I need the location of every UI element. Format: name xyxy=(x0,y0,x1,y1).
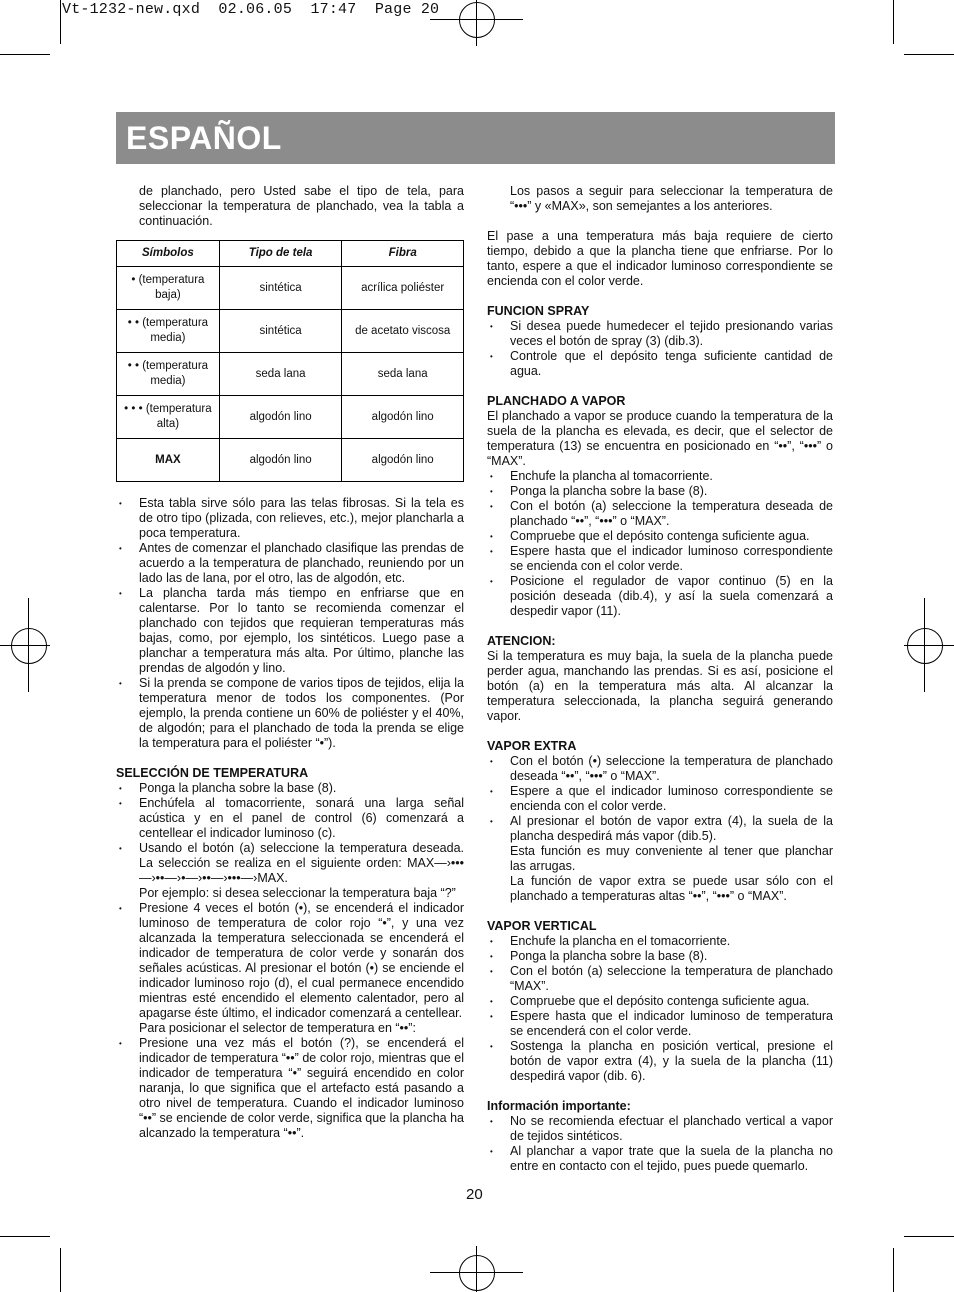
table-cell: acrílica poliéster xyxy=(342,267,464,310)
table-cell: • • • (temperatura alta) xyxy=(117,396,220,439)
list-item: • Con el botón (a) seleccione la temperatura de planchado “MAX”. xyxy=(487,964,833,994)
list-item-text: Al presionar el botón de vapor extra (4), la suela de la plancha despedirá más vapor (dib.5). xyxy=(510,814,833,843)
table-cell: algodón lino xyxy=(219,439,342,482)
table-header: Símbolos xyxy=(117,241,220,267)
list-item: • Espere a que el indicador luminoso correspondiente se encienda con el color verde. xyxy=(487,784,833,814)
banner-title: ESPAÑOL xyxy=(126,120,282,156)
paragraph: El planchado a vapor se produce cuando la temperatura de la suela de la plancha es elevada, es decir, que el selector de temperatura (13) se encuentra en posicionado en “••”, “•••” o “MAX”. xyxy=(487,409,833,468)
list-item: • Compruebe que el depósito contenga suficiente agua. xyxy=(487,994,833,1009)
registration-mark xyxy=(904,645,954,646)
table-header: Tipo de tela xyxy=(219,241,342,267)
section-heading: VAPOR EXTRA xyxy=(487,739,577,753)
list-item: • Sostenga la plancha en posición vertical, presione el botón de vapor extra (4), y la suela de la plancha (11) despedirá vapor (dib. 6). xyxy=(487,1039,833,1084)
list-item-text: Usando el botón (a) seleccione la temperatura deseada. La selección se realiza en el siguiente orden: MAX—›•••—›••—›•—›••—›•••—›MAX. xyxy=(139,841,464,885)
list-item: • Espere hasta que el indicador luminoso correspondiente se encienda con el color verde. xyxy=(487,544,833,574)
crop-mark xyxy=(904,54,954,55)
table-cell: sintética xyxy=(219,310,342,353)
list-item: • La plancha tarda más tiempo en enfriarse que en calentarse. Por lo tanto se recomienda comenzar el planchado con tejidos que requieran temperaturas más bajas, como, por ejemplo, los sintéticos. Luego pase a planchar a temperatura más alta. Por último, planche las prendas de algodón y lino. xyxy=(116,586,464,676)
table-cell: algodón lino xyxy=(342,439,464,482)
registration-mark xyxy=(907,628,943,664)
crop-mark xyxy=(0,54,50,55)
registration-mark xyxy=(0,645,50,646)
list-item: • Ponga la plancha sobre la base (8). xyxy=(487,484,833,499)
crop-mark xyxy=(60,0,61,44)
registration-mark xyxy=(924,598,925,692)
list-item-text: Presione 4 veces el botón (•), se encenderá el indicador luminoso de temperatura de color rojo “•”, y una vez alcanzada la temperatura seleccionada se encenderá el indicador de temperatura de color verde y sonarán dos señales acústicas. Al presionar el botón (•) se enciende el indicador luminoso rojo (d), el cual permanece encendido mientras esté encendido el elemento calentador, pero al apagarse éste último, el indicador comenzará a centellear. xyxy=(139,901,464,1020)
crop-mark xyxy=(893,1248,894,1292)
list-item: • Ponga la plancha sobre la base (8). xyxy=(487,949,833,964)
list-item-text: La función de vapor extra se puede usar sólo con el planchado a temperaturas altas “••”, “•••” o “MAX”. xyxy=(510,874,833,903)
crop-mark xyxy=(893,0,894,44)
list-item: • Enchufe la plancha al tomacorriente. xyxy=(487,469,833,484)
crop-mark xyxy=(0,1236,50,1237)
vertical-list xyxy=(487,934,833,1084)
section-heading: VAPOR VERTICAL xyxy=(487,919,597,933)
right-column xyxy=(487,184,833,1174)
list-item: • No se recomienda efectuar el planchado vertical a vapor de tejidos sintéticos. xyxy=(487,1114,833,1144)
spray-list xyxy=(487,319,833,379)
list-item: • Posicione el regulador de vapor continuo (5) en la posición deseada (dib.4), y así la suela comenzará a despedir vapor (11). xyxy=(487,574,833,619)
paragraph: Si la temperatura es muy baja, la suela de la plancha puede perder agua, manchando las prendas. Si es así, posicione el botón (a) en la temperatura más alta. Al alcanzar la temperatura seleccionada, la plancha seguirá generando vapor. xyxy=(487,649,833,723)
table-cell: de acetato viscosa xyxy=(342,310,464,353)
left-intro xyxy=(116,184,464,229)
list-item xyxy=(487,814,833,904)
table-cell: • (temperatura baja) xyxy=(117,267,220,310)
list-item: • Enchúfela al tomacorriente, sonará una larga señal acústica y en el panel de control (6) comenzará a centellear el indicador luminoso (c). xyxy=(116,796,464,841)
table-row xyxy=(117,267,464,310)
table-cell: seda lana xyxy=(219,353,342,396)
seleccion-list xyxy=(116,781,464,1141)
registration-mark xyxy=(476,1246,477,1292)
table-cell: sintética xyxy=(219,267,342,310)
table-cell: MAX xyxy=(117,439,220,482)
notes-list xyxy=(116,496,464,751)
list-item: • Si la prenda se compone de varios tipos de tejidos, elija la temperatura menor de todos los componentes. (Por ejemplo, la prenda contiene un 60% de poliéster y el 40%, de algodón; para el planchado de toda la prenda se elige la temperatura para el poliéster “•”). xyxy=(116,676,464,751)
list-item: • Presione una vez más el botón (?), se encenderá el indicador de temperatura “••” de color rojo, mientras que el indicador de temperatura “•” seguirá encendido en color naranja, lo que significa que el artefacto está pasando a otro nivel de temperatura. Cuando el indicador luminoso “••” se enciende de color verde, significa que la plancha ha alcanzado la temperatura “••”. xyxy=(116,1036,464,1141)
paragraph: Los pasos a seguir para seleccionar la temperatura de “•••” y «MAX», son semejantes a los anteriores. xyxy=(510,184,833,213)
temperature-table xyxy=(116,240,464,482)
intro-text: de planchado, pero Usted sabe el tipo de tela, para seleccionar la temperatura de planchado, vea la tabla a continuación. xyxy=(139,184,464,228)
list-item-text: Para posicionar el selector de temperatura en “••”: xyxy=(139,1021,416,1035)
table-cell: • • (temperatura media) xyxy=(117,310,220,353)
list-item: • Espere hasta que el indicador luminoso de temperatura se encenderá con el color verde. xyxy=(487,1009,833,1039)
table-cell: algodón lino xyxy=(219,396,342,439)
section-heading: FUNCION SPRAY xyxy=(487,304,590,318)
table-row xyxy=(117,439,464,482)
registration-mark xyxy=(459,2,495,38)
section-heading: PLANCHADO A VAPOR xyxy=(487,394,626,408)
list-item: • Antes de comenzar el planchado clasifique las prendas de acuerdo a la temperatura de planchado, reuniendo por un lado las de lana, por el otro, las de algodón, etc. xyxy=(116,541,464,586)
list-item: • Con el botón (•) seleccione la temperatura de planchado deseada “••”, “•••” o “MAX”. xyxy=(487,754,833,784)
registration-mark xyxy=(28,598,29,692)
extra-list xyxy=(487,754,833,904)
list-item: • Ponga la plancha sobre la base (8). xyxy=(116,781,464,796)
list-item: • Esta tabla sirve sólo para las telas fibrosas. Si la tela es de otro tipo (plizada, con relieves, etc.), mejor plancharla a poca temperatura. xyxy=(116,496,464,541)
table-cell: algodón lino xyxy=(342,396,464,439)
list-item: • Controle que el depósito tenga suficiente cantidad de agua. xyxy=(487,349,833,379)
section-heading: Información importante: xyxy=(487,1099,631,1113)
table-row xyxy=(117,396,464,439)
vapor-list xyxy=(487,469,833,619)
list-item: • Compruebe que el depósito contenga suficiente agua. xyxy=(487,529,833,544)
registration-mark xyxy=(11,628,47,664)
table-header-row xyxy=(117,241,464,267)
list-item xyxy=(116,841,464,901)
paragraph: El pase a una temperatura más baja requiere de cierto tiempo, debido a que la plancha tiene que enfriarse. Por lo tanto, espere a que el indicador luminoso correspondiente se encienda con el color verde. xyxy=(487,229,833,288)
list-item: • Si desea puede humedecer el tejido presionando varias veces el botón de spray (3) (dib.3). xyxy=(487,319,833,349)
table-cell: seda lana xyxy=(342,353,464,396)
info-list xyxy=(487,1114,833,1174)
page-number: 20 xyxy=(466,1186,483,1203)
list-item: • Con el botón (a) seleccione la temperatura deseada de planchado “••”, “•••” o “MAX”. xyxy=(487,499,833,529)
list-item xyxy=(116,901,464,1036)
file-slug: Vt-1232-new.qxd 02.06.05 17:47 Page 20 xyxy=(62,1,440,18)
table-header: Fibra xyxy=(342,241,464,267)
crop-mark xyxy=(904,1236,954,1237)
list-item-text: Por ejemplo: si desea seleccionar la temperatura baja “?” xyxy=(139,886,456,900)
crop-mark xyxy=(60,1248,61,1292)
table-row xyxy=(117,310,464,353)
left-column xyxy=(116,496,464,1141)
list-item: • Enchufe la plancha en el tomacorriente. xyxy=(487,934,833,949)
table-row xyxy=(117,353,464,396)
table-cell: • • (temperatura media) xyxy=(117,353,220,396)
language-banner xyxy=(116,112,835,164)
section-heading: SELECCIÓN DE TEMPERATURA xyxy=(116,766,309,780)
registration-mark xyxy=(476,0,477,46)
list-item-text: Esta función es muy conveniente al tener que planchar las arrugas. xyxy=(510,844,833,873)
section-heading: ATENCION: xyxy=(487,634,556,648)
list-item: • Al planchar a vapor trate que la suela de la plancha no entre en contacto con el tejido, pues puede quemarlo. xyxy=(487,1144,833,1174)
registration-mark xyxy=(459,1255,495,1291)
